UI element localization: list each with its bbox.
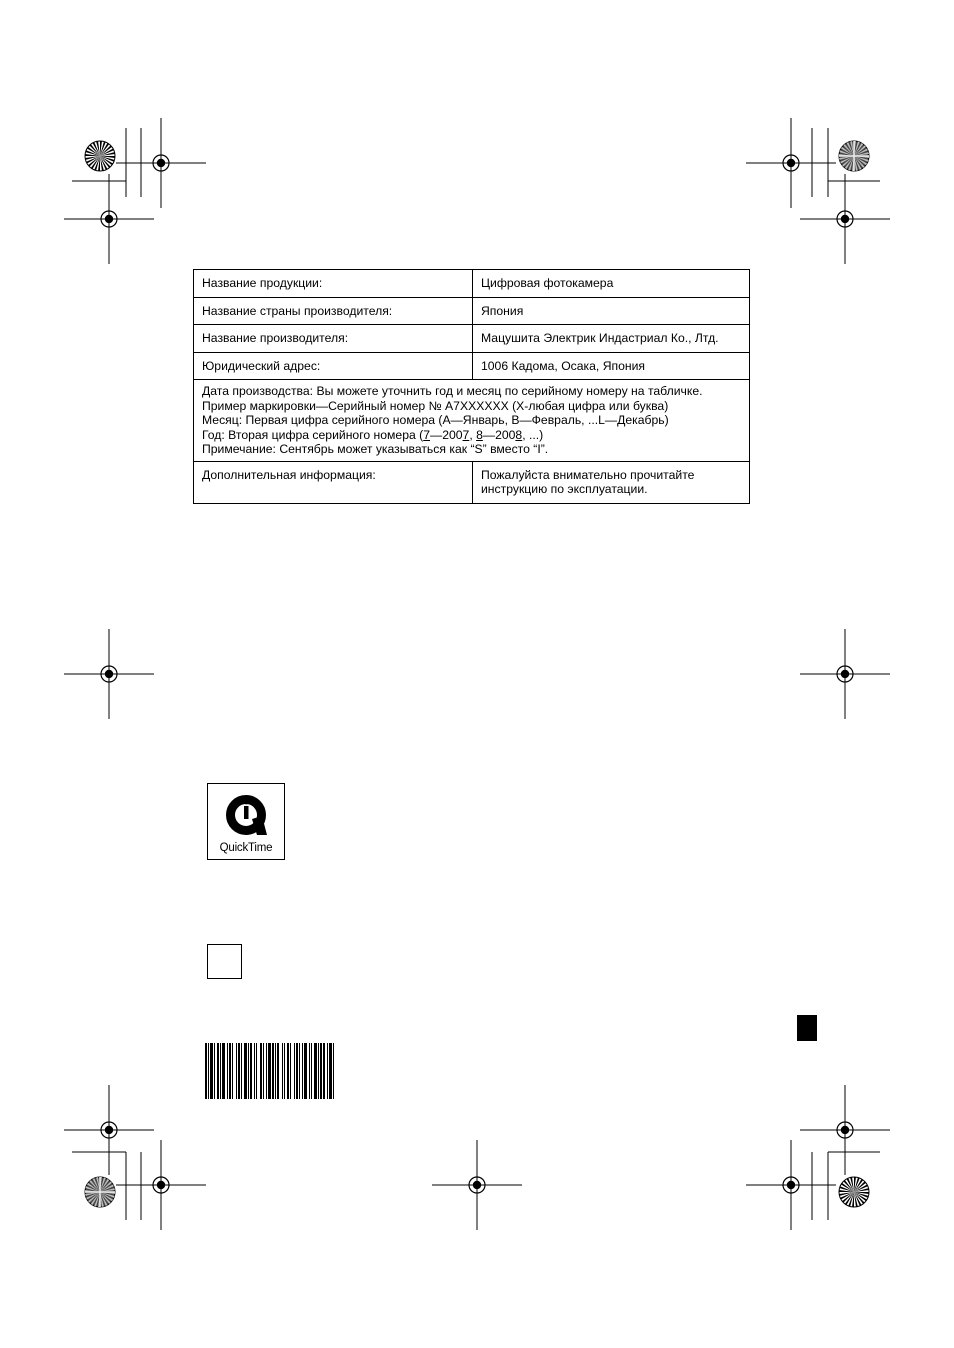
crosshair-icon: [64, 629, 154, 719]
manufacturer-value: Мацушита Электрик Индастриал Ко., Лтд.: [473, 325, 750, 353]
crosshair-icon: [746, 1140, 836, 1230]
table-row: [194, 325, 750, 353]
crosshair-icon: [800, 174, 890, 264]
date-line-1: Дата производства: Вы можете уточнить год и месяц по серийному номеру на табличке.: [202, 384, 703, 398]
date-line-4: [202, 428, 745, 443]
year-digit-2: 8: [476, 427, 483, 442]
year-suffix: , ...): [522, 427, 544, 442]
crosshair-icon: [746, 118, 836, 208]
year-digit-1: 7: [423, 427, 430, 442]
table-row: [194, 270, 750, 298]
date-line-5: Примечание: Сентябрь может указываться как “S” вместо “I”.: [202, 442, 549, 456]
product-info-table: [193, 269, 750, 504]
table-row: [194, 352, 750, 380]
manufacturer-label: Название производителя:: [194, 325, 473, 353]
product-name-value: Цифровая фотокамера: [473, 270, 750, 298]
date-line-2: Пример маркировки—Серийный номер № A7XXXXXX (X-любая цифра или буква): [202, 398, 669, 413]
year-2-end: 8: [515, 427, 523, 442]
starburst-icon: [85, 141, 115, 171]
crosshair-icon: [116, 1140, 206, 1230]
crosshair-icon: [800, 629, 890, 719]
year-2-start: —200: [482, 427, 516, 442]
production-date-info: [194, 380, 750, 462]
starburst-icon: [839, 141, 869, 171]
country-value: Япония: [473, 297, 750, 325]
quicktime-q-icon: [208, 784, 286, 844]
empty-box: [207, 944, 242, 979]
product-name-label: Название продукции:: [194, 270, 473, 298]
quicktime-logo: [207, 783, 285, 860]
page-tab-marker: [797, 1015, 817, 1041]
starburst-icon: [85, 1177, 115, 1207]
quicktime-label: QuickTime: [219, 842, 273, 854]
crosshair-icon: [116, 118, 206, 208]
barcode: [205, 1043, 412, 1099]
crosshair-icon: [800, 1085, 890, 1175]
country-label: Название страны производителя:: [194, 297, 473, 325]
starburst-icon: [839, 1177, 869, 1207]
extra-info-label: Дополнительная информация:: [194, 461, 473, 503]
table-row: [194, 461, 750, 503]
address-value: 1006 Кадома, Осака, Япония: [473, 352, 750, 380]
year-separator: ,: [469, 427, 477, 442]
table-row: [194, 380, 750, 462]
table-row: [194, 297, 750, 325]
year-1-start: —200: [430, 427, 463, 442]
year-1-end: 7: [462, 427, 470, 442]
year-prefix: Год: Вторая цифра серийного номера (: [202, 427, 424, 442]
date-line-3: Месяц: Первая цифра серийного номера (A—Январь, B—Февраль, ...L—Декабрь): [202, 413, 669, 427]
address-label: Юридический адрес:: [194, 352, 473, 380]
extra-info-value: Пожалуйста внимательно прочитайте инструкцию по эксплуатации.: [473, 461, 750, 503]
crosshair-icon: [432, 1140, 522, 1230]
